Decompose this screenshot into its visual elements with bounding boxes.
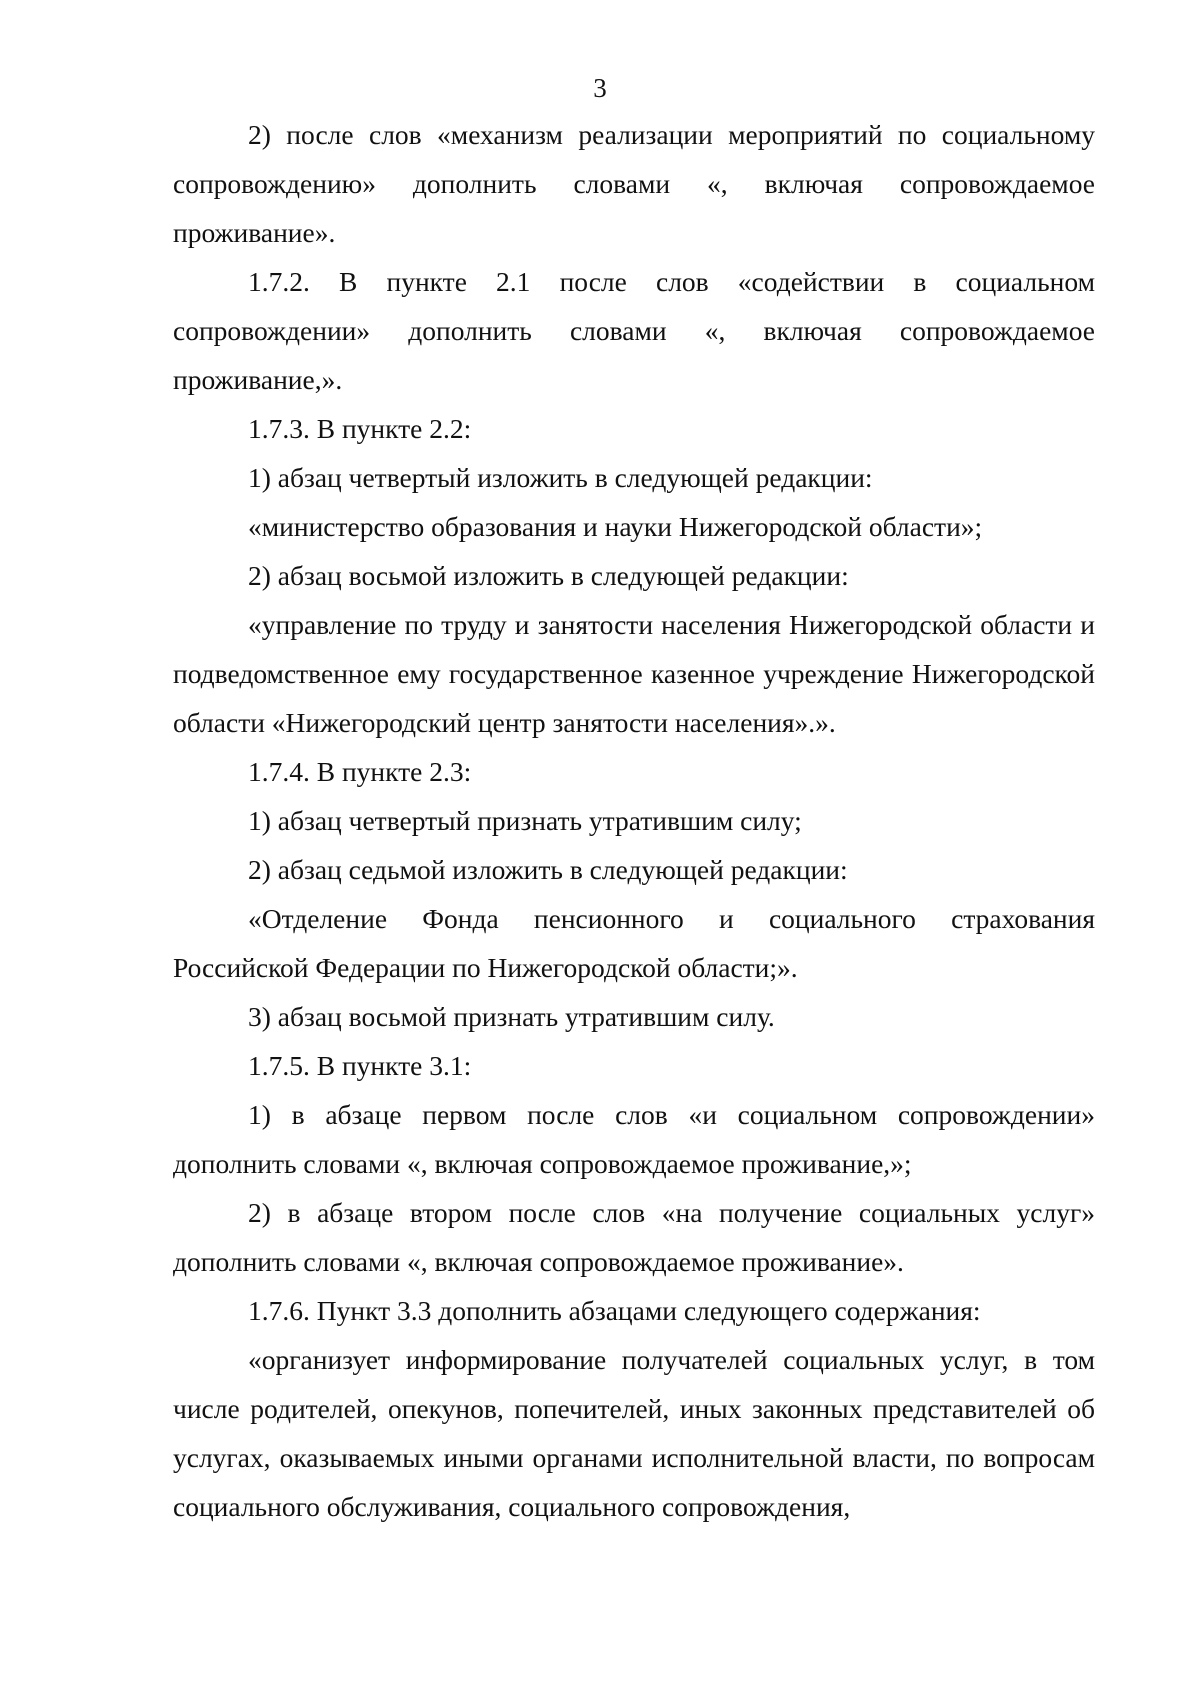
paragraph: 1) в абзаце первом после слов «и социальном сопровождении» дополнить словами «, включая сопровождаемое проживание,»; (173, 1099, 1095, 1179)
paragraph: 1.7.5. В пункте 3.1: (248, 1050, 472, 1081)
paragraph: 1.7.3. В пункте 2.2: (248, 413, 472, 444)
paragraph: 1) абзац четвертый признать утратившим силу; (248, 805, 802, 836)
paragraph: 1.7.4. В пункте 2.3: (248, 756, 472, 787)
paragraph: 2) в абзаце втором после слов «на получение социальных услуг» дополнить словами «, включая сопровождаемое проживание». (173, 1197, 1095, 1277)
paragraph: 1.7.2. В пункте 2.1 после слов «содействии в социальном сопровождении» дополнить словами «, включая сопровождаемое проживание,». (173, 266, 1095, 395)
paragraph: «Отделение Фонда пенсионного и социального страхования Российской Федерации по Нижегородской области;». (173, 903, 1095, 983)
paragraph: 2) абзац восьмой изложить в следующей редакции: (248, 560, 849, 591)
page-number: 3 (593, 73, 607, 103)
paragraph: 3) абзац восьмой признать утратившим силу. (248, 1001, 775, 1032)
paragraph: 2) после слов «механизм реализации мероприятий по социальному сопровождению» дополнить словами «, включая сопровождаемое проживание». (173, 119, 1095, 248)
paragraph: 2) абзац седьмой изложить в следующей редакции: (248, 854, 848, 885)
paragraph: «министерство образования и науки Нижегородской области»; (248, 511, 983, 542)
paragraph: 1) абзац четвертый изложить в следующей редакции: (248, 462, 873, 493)
paragraph: «управление по труду и занятости населения Нижегородской области и подведомственное ему государственное казенное учреждение Нижегородской области «Нижегородский центр занятости населения».». (173, 609, 1095, 738)
document-body (173, 110, 1095, 1531)
paragraph: «организует информирование получателей социальных услуг, в том числе родителей, опекунов, попечителей, иных законных представителей об услугах, оказываемых иными органами исполнительной власти, по вопросам социального обслуживания, социального сопровождения, (173, 1344, 1095, 1522)
paragraph: 1.7.6. Пункт 3.3 дополнить абзацами следующего содержания: (248, 1295, 981, 1326)
